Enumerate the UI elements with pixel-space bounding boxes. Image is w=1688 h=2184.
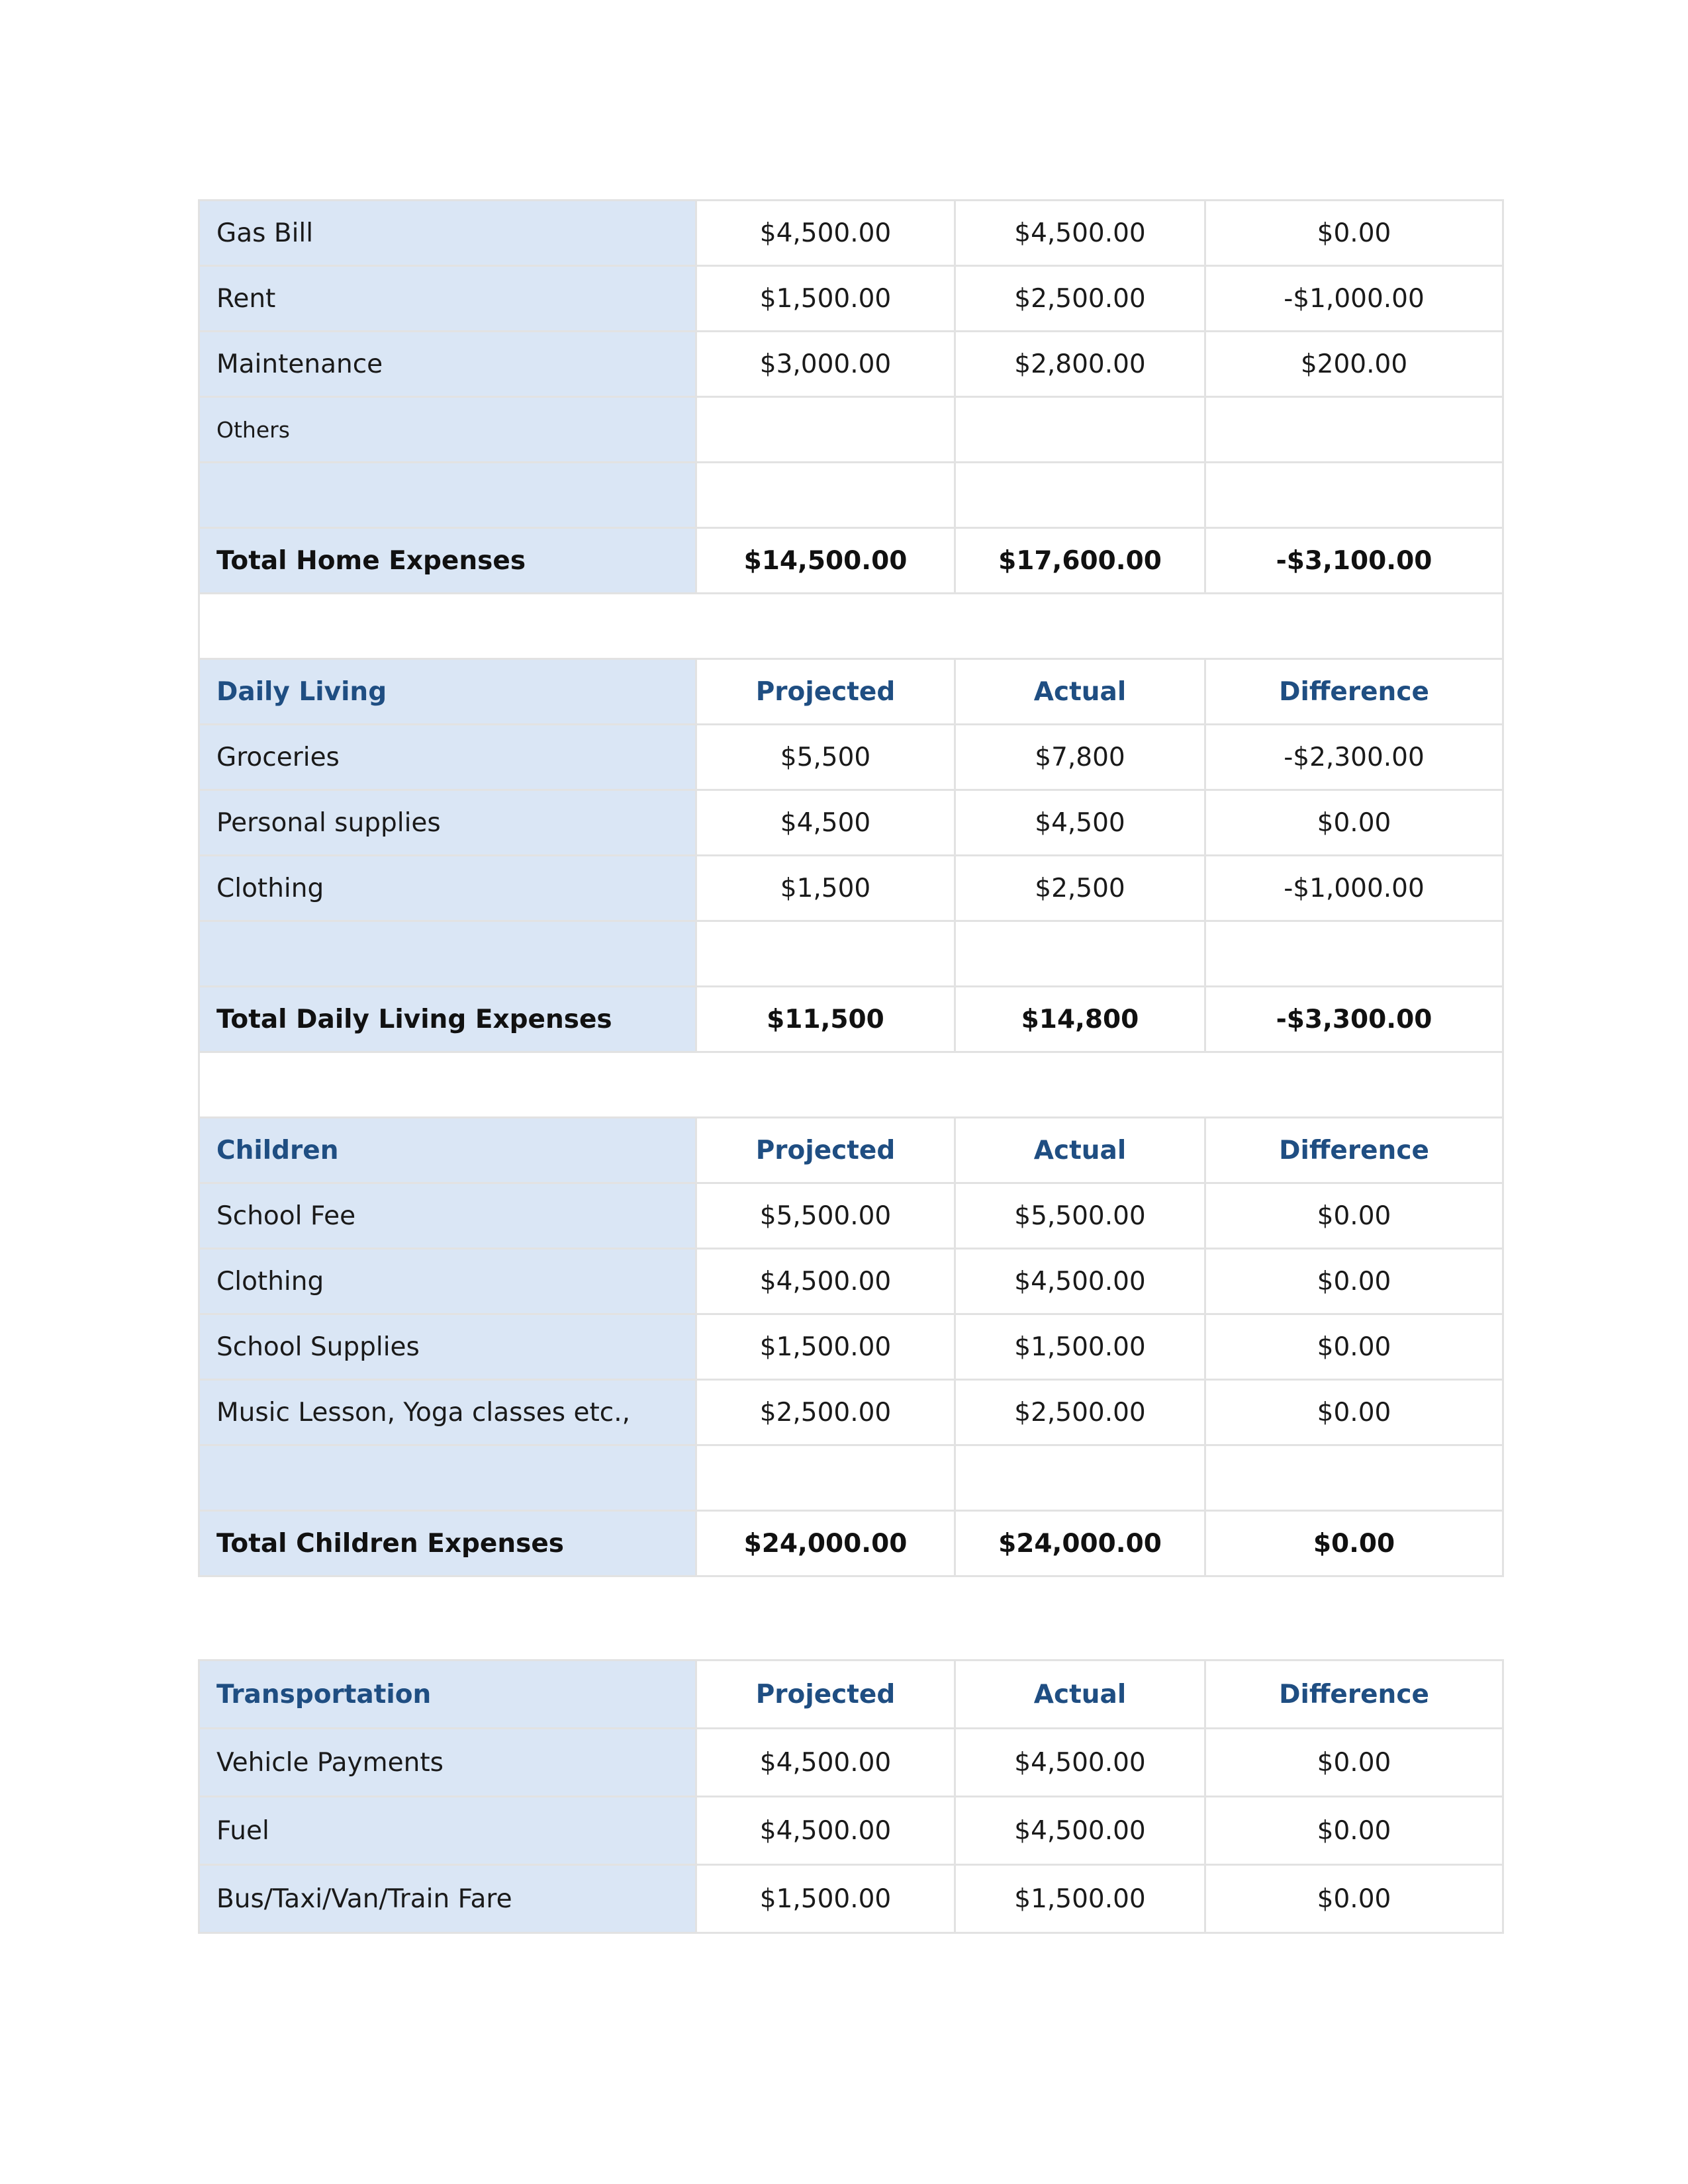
row-label: Clothing — [199, 856, 696, 921]
total-actual: $14,800 — [955, 987, 1205, 1052]
table-row-school-supplies — [199, 1314, 1503, 1380]
table-row-fuel — [199, 1797, 1503, 1865]
projected-value: $1,500 — [696, 856, 955, 921]
difference-value: $0.00 — [1205, 790, 1503, 856]
column-header-projected: Projected — [696, 1118, 955, 1183]
row-label: Maintenance — [199, 332, 696, 397]
actual-value: $4,500 — [955, 790, 1205, 856]
difference-value: $0.00 — [1205, 1314, 1503, 1380]
projected-value: $2,500.00 — [696, 1380, 955, 1445]
total-difference: -$3,300.00 — [1205, 987, 1503, 1052]
difference-value: $0.00 — [1205, 1183, 1503, 1249]
total-label: Total Home Expenses — [199, 528, 696, 594]
difference-value: -$1,000.00 — [1205, 266, 1503, 332]
difference-value — [1205, 397, 1503, 463]
row-label: Fuel — [199, 1797, 696, 1865]
section-title: Transportation — [199, 1661, 696, 1729]
table-row-personal-supplies — [199, 790, 1503, 856]
total-projected: $24,000.00 — [696, 1511, 955, 1576]
total-label: Total Children Expenses — [199, 1511, 696, 1576]
row-label: Rent — [199, 266, 696, 332]
difference-value: $200.00 — [1205, 332, 1503, 397]
actual-value: $2,800.00 — [955, 332, 1205, 397]
projected-value: $4,500.00 — [696, 1729, 955, 1797]
projected-value: $1,500.00 — [696, 1865, 955, 1933]
row-label: Others — [199, 397, 696, 463]
difference-value: $0.00 — [1205, 1865, 1503, 1933]
projected-value: $4,500.00 — [696, 201, 955, 266]
difference-value: $0.00 — [1205, 1797, 1503, 1865]
actual-value: $5,500.00 — [955, 1183, 1205, 1249]
table-row-clothing — [199, 856, 1503, 921]
projected-value — [696, 397, 955, 463]
empty-cell — [696, 1445, 955, 1511]
difference-value: $0.00 — [1205, 201, 1503, 266]
empty-cell — [1205, 463, 1503, 528]
empty-cell — [696, 463, 955, 528]
actual-value: $4,500.00 — [955, 1797, 1205, 1865]
total-row-children — [199, 1511, 1503, 1576]
table-row-gas-bill — [199, 201, 1503, 266]
table-row-maintenance — [199, 332, 1503, 397]
budget-table-main — [198, 199, 1504, 1577]
table-row-others — [199, 397, 1503, 463]
difference-value: -$2,300.00 — [1205, 725, 1503, 790]
actual-value: $2,500.00 — [955, 1380, 1205, 1445]
total-projected: $11,500 — [696, 987, 955, 1052]
projected-value: $3,000.00 — [696, 332, 955, 397]
table-row-vehicle-payments — [199, 1729, 1503, 1797]
actual-value: $1,500.00 — [955, 1314, 1205, 1380]
row-label: School Fee — [199, 1183, 696, 1249]
actual-value: $2,500.00 — [955, 266, 1205, 332]
spacer-row — [199, 1052, 1503, 1118]
section-header-children — [199, 1118, 1503, 1183]
total-difference: -$3,100.00 — [1205, 528, 1503, 594]
difference-value: $0.00 — [1205, 1249, 1503, 1314]
table-row-bus-taxi-fare — [199, 1865, 1503, 1933]
spacer-row — [199, 594, 1503, 659]
empty-cell — [1205, 921, 1503, 987]
projected-value: $5,500 — [696, 725, 955, 790]
projected-value: $4,500.00 — [696, 1249, 955, 1314]
total-row-daily-living — [199, 987, 1503, 1052]
section-title: Children — [199, 1118, 696, 1183]
projected-value: $1,500.00 — [696, 1314, 955, 1380]
empty-cell — [1205, 1445, 1503, 1511]
column-header-difference: Difference — [1205, 1118, 1503, 1183]
actual-value: $4,500.00 — [955, 201, 1205, 266]
projected-value: $4,500 — [696, 790, 955, 856]
table-row-groceries — [199, 725, 1503, 790]
table-row-children-clothing — [199, 1249, 1503, 1314]
section-header-transportation — [199, 1661, 1503, 1729]
actual-value: $4,500.00 — [955, 1729, 1205, 1797]
total-projected: $14,500.00 — [696, 528, 955, 594]
projected-value: $1,500.00 — [696, 266, 955, 332]
spacer-cell — [199, 594, 1503, 659]
column-header-projected: Projected — [696, 659, 955, 725]
empty-cell — [955, 921, 1205, 987]
table-row-rent — [199, 266, 1503, 332]
empty-cell — [696, 921, 955, 987]
difference-value: $0.00 — [1205, 1729, 1503, 1797]
projected-value: $4,500.00 — [696, 1797, 955, 1865]
row-label: School Supplies — [199, 1314, 696, 1380]
actual-value: $4,500.00 — [955, 1249, 1205, 1314]
row-label: Bus/Taxi/Van/Train Fare — [199, 1865, 696, 1933]
actual-value: $1,500.00 — [955, 1865, 1205, 1933]
row-label: Music Lesson, Yoga classes etc., — [199, 1380, 696, 1445]
difference-value: $0.00 — [1205, 1380, 1503, 1445]
column-header-actual: Actual — [955, 1118, 1205, 1183]
column-header-actual: Actual — [955, 1661, 1205, 1729]
actual-value: $7,800 — [955, 725, 1205, 790]
budget-table-transportation — [198, 1659, 1504, 1934]
table-row-empty — [199, 921, 1503, 987]
empty-cell — [955, 1445, 1205, 1511]
actual-value: $2,500 — [955, 856, 1205, 921]
spacer-cell — [199, 1052, 1503, 1118]
total-difference: $0.00 — [1205, 1511, 1503, 1576]
section-header-daily-living — [199, 659, 1503, 725]
table-row-empty — [199, 1445, 1503, 1511]
total-actual: $17,600.00 — [955, 528, 1205, 594]
table-row-school-fee — [199, 1183, 1503, 1249]
projected-value: $5,500.00 — [696, 1183, 955, 1249]
column-header-difference: Difference — [1205, 659, 1503, 725]
actual-value — [955, 397, 1205, 463]
total-label: Total Daily Living Expenses — [199, 987, 696, 1052]
section-title: Daily Living — [199, 659, 696, 725]
empty-cell — [199, 921, 696, 987]
total-row-home — [199, 528, 1503, 594]
row-label: Gas Bill — [199, 201, 696, 266]
total-actual: $24,000.00 — [955, 1511, 1205, 1576]
column-header-actual: Actual — [955, 659, 1205, 725]
row-label: Clothing — [199, 1249, 696, 1314]
row-label: Personal supplies — [199, 790, 696, 856]
empty-cell — [955, 463, 1205, 528]
column-header-projected: Projected — [696, 1661, 955, 1729]
empty-cell — [199, 1445, 696, 1511]
row-label: Groceries — [199, 725, 696, 790]
difference-value: -$1,000.00 — [1205, 856, 1503, 921]
table-row-empty — [199, 463, 1503, 528]
table-row-music-yoga — [199, 1380, 1503, 1445]
column-header-difference: Difference — [1205, 1661, 1503, 1729]
empty-cell — [199, 463, 696, 528]
row-label: Vehicle Payments — [199, 1729, 696, 1797]
